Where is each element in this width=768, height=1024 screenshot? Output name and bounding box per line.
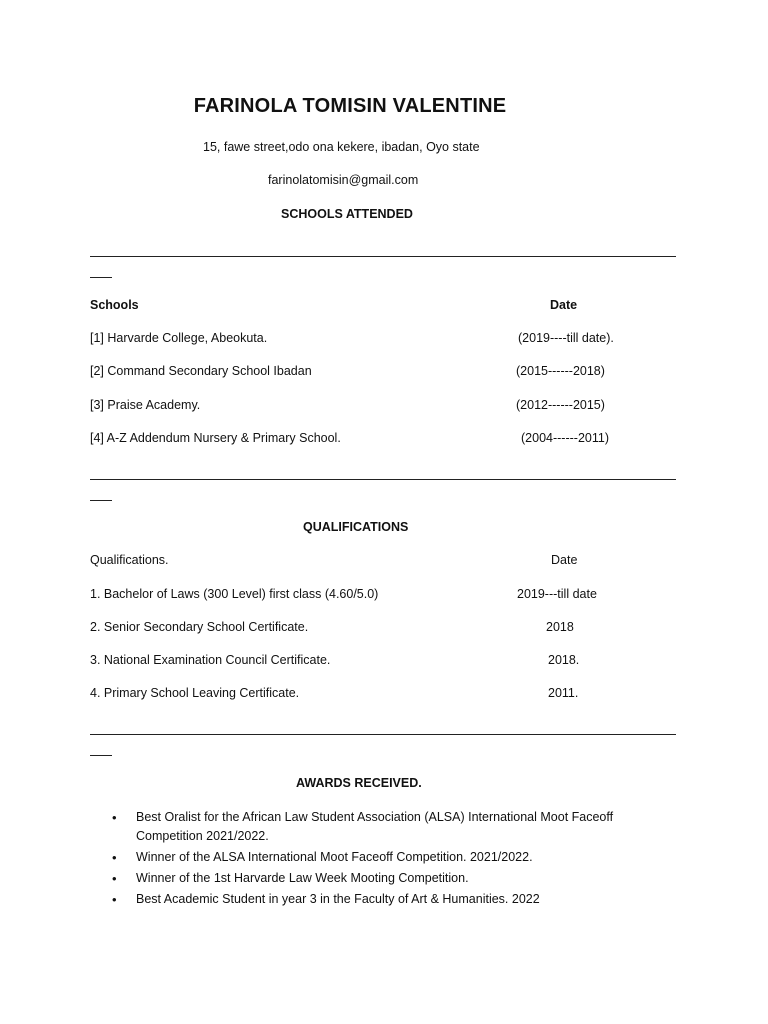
schools-date-header: Date	[550, 298, 578, 312]
qualification-row-name: 3. National Examination Council Certificate.	[90, 653, 331, 667]
school-row-name: [4] A-Z Addendum Nursery & Primary School.	[90, 431, 341, 445]
divider-stub	[90, 277, 112, 278]
school-row-name: [2] Command Secondary School Ibadan	[90, 364, 312, 378]
awards-heading: AWARDS RECEIVED.	[296, 776, 422, 790]
school-row-date: (2012------2015)	[516, 398, 605, 412]
list-item	[90, 869, 650, 888]
school-row-name: [1] Harvarde College, Abeokuta.	[90, 331, 268, 345]
applicant-name: FARINOLA TOMISIN VALENTINE	[193, 95, 507, 117]
school-row-name: [3] Praise Academy.	[90, 398, 201, 412]
qualification-row-name: 4. Primary School Leaving Certificate.	[90, 686, 300, 700]
email-line: farinolatomisin@gmail.com	[268, 173, 419, 187]
bullet-icon: •	[112, 850, 117, 865]
schools-heading: SCHOOLS ATTENDED	[281, 207, 413, 221]
schools-column-header: Schools	[90, 298, 139, 312]
awards-list	[90, 808, 650, 911]
school-row-date: (2015------2018)	[516, 364, 605, 378]
divider-stub	[90, 500, 112, 501]
qualification-row-name: 1. Bachelor of Laws (300 Level) first class (4.60/5.0)	[90, 587, 379, 601]
divider-line	[90, 479, 676, 480]
school-row-date: (2004------2011)	[521, 431, 609, 445]
divider-stub	[90, 755, 112, 756]
award-text: Winner of the ALSA International Moot Faceoff Competition. 2021/2022.	[136, 850, 533, 864]
award-text: Winner of the 1st Harvarde Law Week Mooting Competition.	[136, 871, 469, 885]
list-item	[90, 890, 650, 909]
qualifications-date-header: Date	[551, 553, 578, 567]
divider-line	[90, 256, 676, 257]
address-line: 15, fawe street,odo ona kekere, ibadan, Oyo state	[203, 140, 480, 154]
bullet-icon: •	[112, 892, 117, 907]
qualification-row-date: 2019---till date	[517, 587, 597, 601]
qualification-row-name: 2. Senior Secondary School Certificate.	[90, 620, 309, 634]
bullet-icon: •	[112, 810, 117, 825]
list-item	[90, 808, 650, 846]
award-text: Best Oralist for the African Law Student Association (ALSA) International Moot Faceoff Competition 2021/2022.	[136, 810, 614, 843]
qualifications-heading: QUALIFICATIONS	[303, 520, 409, 534]
bullet-icon: •	[112, 871, 117, 886]
list-item	[90, 848, 650, 867]
qualification-row-date: 2018	[546, 620, 574, 634]
qualification-row-date: 2011.	[548, 686, 579, 700]
school-row-date: (2019----till date).	[518, 331, 614, 345]
qualifications-column-header: Qualifications.	[90, 553, 169, 567]
award-text: Best Academic Student in year 3 in the Faculty of Art & Humanities. 2022	[136, 892, 540, 906]
divider-line	[90, 734, 676, 735]
qualification-row-date: 2018.	[548, 653, 580, 667]
